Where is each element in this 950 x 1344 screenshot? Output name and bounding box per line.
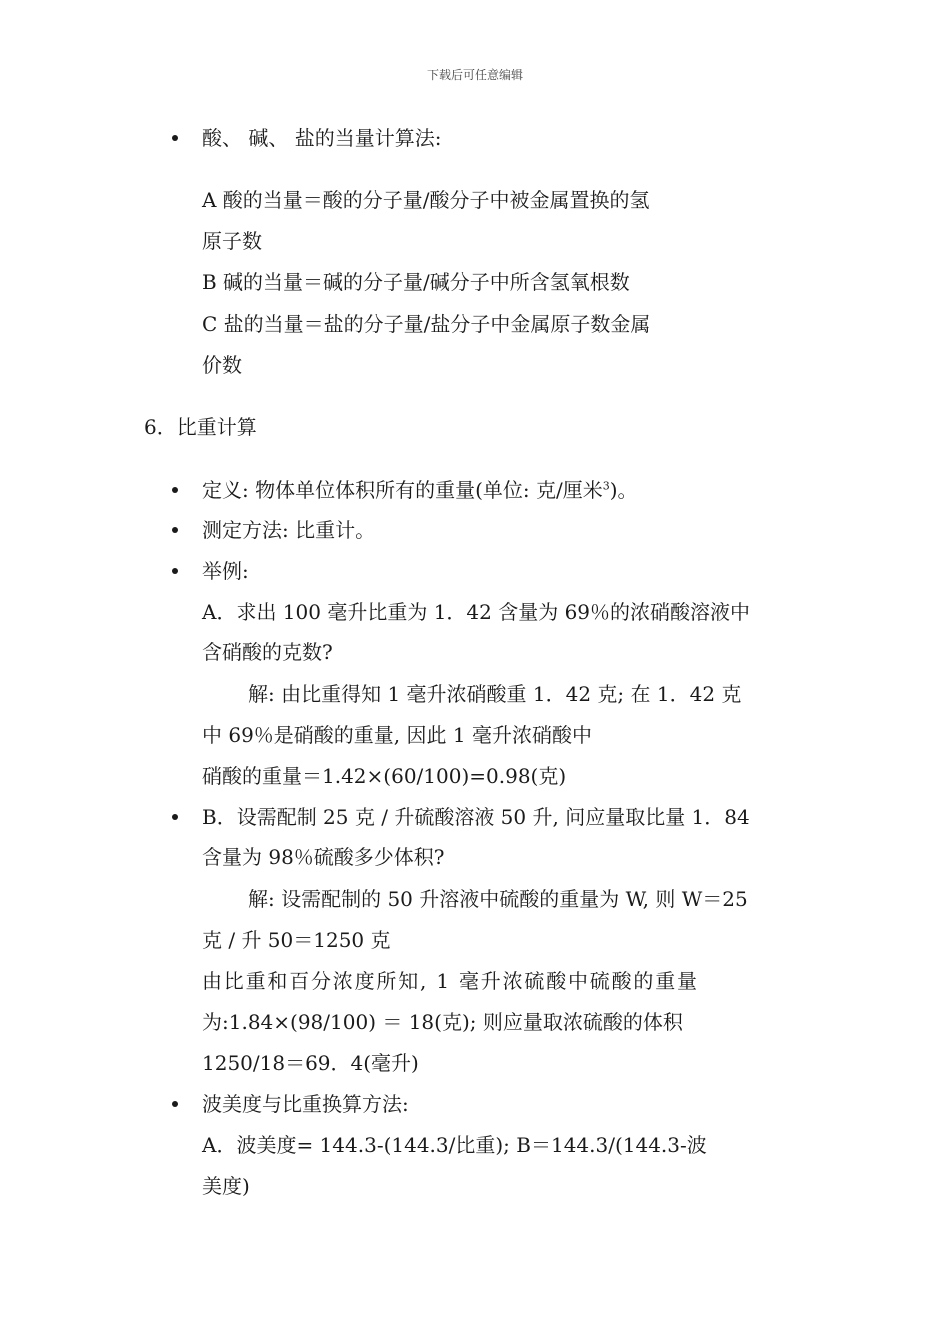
- solution-a-line-3: 硝酸的重量＝1.42×(60/100)=0.98(克): [202, 764, 567, 788]
- baume-formula-line-2: 美度): [202, 1174, 250, 1198]
- salt-equivalent-line-1: C 盐的当量＝盐的分子量/盐分子中金属原子数金属: [202, 312, 651, 336]
- example-a-line-2: 含硝酸的克数?: [202, 640, 333, 664]
- solution-b-line-5: 1250/18＝69．4(毫升): [202, 1051, 419, 1075]
- bullet-icon: [172, 1101, 178, 1107]
- example-title: 举例:: [202, 559, 249, 583]
- definition-line: [202, 476, 638, 504]
- example-a-line-1: A．求出 100 毫升比重为 1．42 含量为 69％的浓硝酸溶液中: [202, 600, 751, 624]
- example-b-line-1: B．设需配制 25 克 / 升硫酸溶液 50 升, 问应量取比量 1．84: [202, 805, 750, 829]
- example-b-line-2: 含量为 98％硫酸多少体积?: [202, 845, 445, 869]
- solution-b-line-2: 克 / 升 50＝1250 克: [202, 928, 391, 952]
- bullet-icon: [172, 814, 178, 820]
- acid-equivalent-line-2: 原子数: [202, 229, 262, 253]
- salt-equivalent-line-2: 价数: [202, 353, 242, 377]
- solution-a-line-2: 中 69％是硝酸的重量, 因此 1 毫升浓硝酸中: [202, 723, 592, 747]
- acid-base-salt-title: 酸、 碱、 盐的当量计算法:: [202, 126, 442, 150]
- solution-b-line-4: 为:1.84×(98/100) ＝ 18(克); 则应量取浓硫酸的体积: [202, 1010, 683, 1034]
- base-equivalent-line: B 碱的当量＝碱的分子量/碱分子中所含氢氧根数: [202, 270, 630, 294]
- baume-title: 波美度与比重换算方法:: [202, 1092, 409, 1116]
- solution-b-line-3: 由比重和百分浓度所知, 1 毫升浓硫酸中硫酸的重量: [202, 969, 699, 993]
- definition-superscript: 3: [602, 479, 610, 493]
- definition-suffix: )。: [609, 478, 638, 502]
- bullet-icon: [172, 527, 178, 533]
- section-heading: 6．比重计算: [144, 415, 257, 439]
- bullet-icon: [172, 568, 178, 574]
- bullet-icon: [172, 135, 178, 141]
- method-line: 测定方法: 比重计。: [202, 518, 376, 542]
- definition-text: 定义: 物体单位体积所有的重量(单位: 克/厘米: [202, 478, 603, 502]
- solution-a-line-1: 解: 由比重得知 1 毫升浓硝酸重 1．42 克; 在 1．42 克: [248, 682, 742, 706]
- bullet-icon: [172, 487, 178, 493]
- acid-equivalent-line-1: A 酸的当量＝酸的分子量/酸分子中被金属置换的氢: [202, 188, 650, 212]
- page-header: 下载后可任意编辑: [426, 68, 523, 82]
- baume-formula-line-1: A．波美度= 144.3-(144.3/比重); B＝144.3/(144.3-波: [202, 1133, 707, 1157]
- solution-b-line-1: 解: 设需配制的 50 升溶液中硫酸的重量为 W, 则 W＝25: [248, 887, 748, 911]
